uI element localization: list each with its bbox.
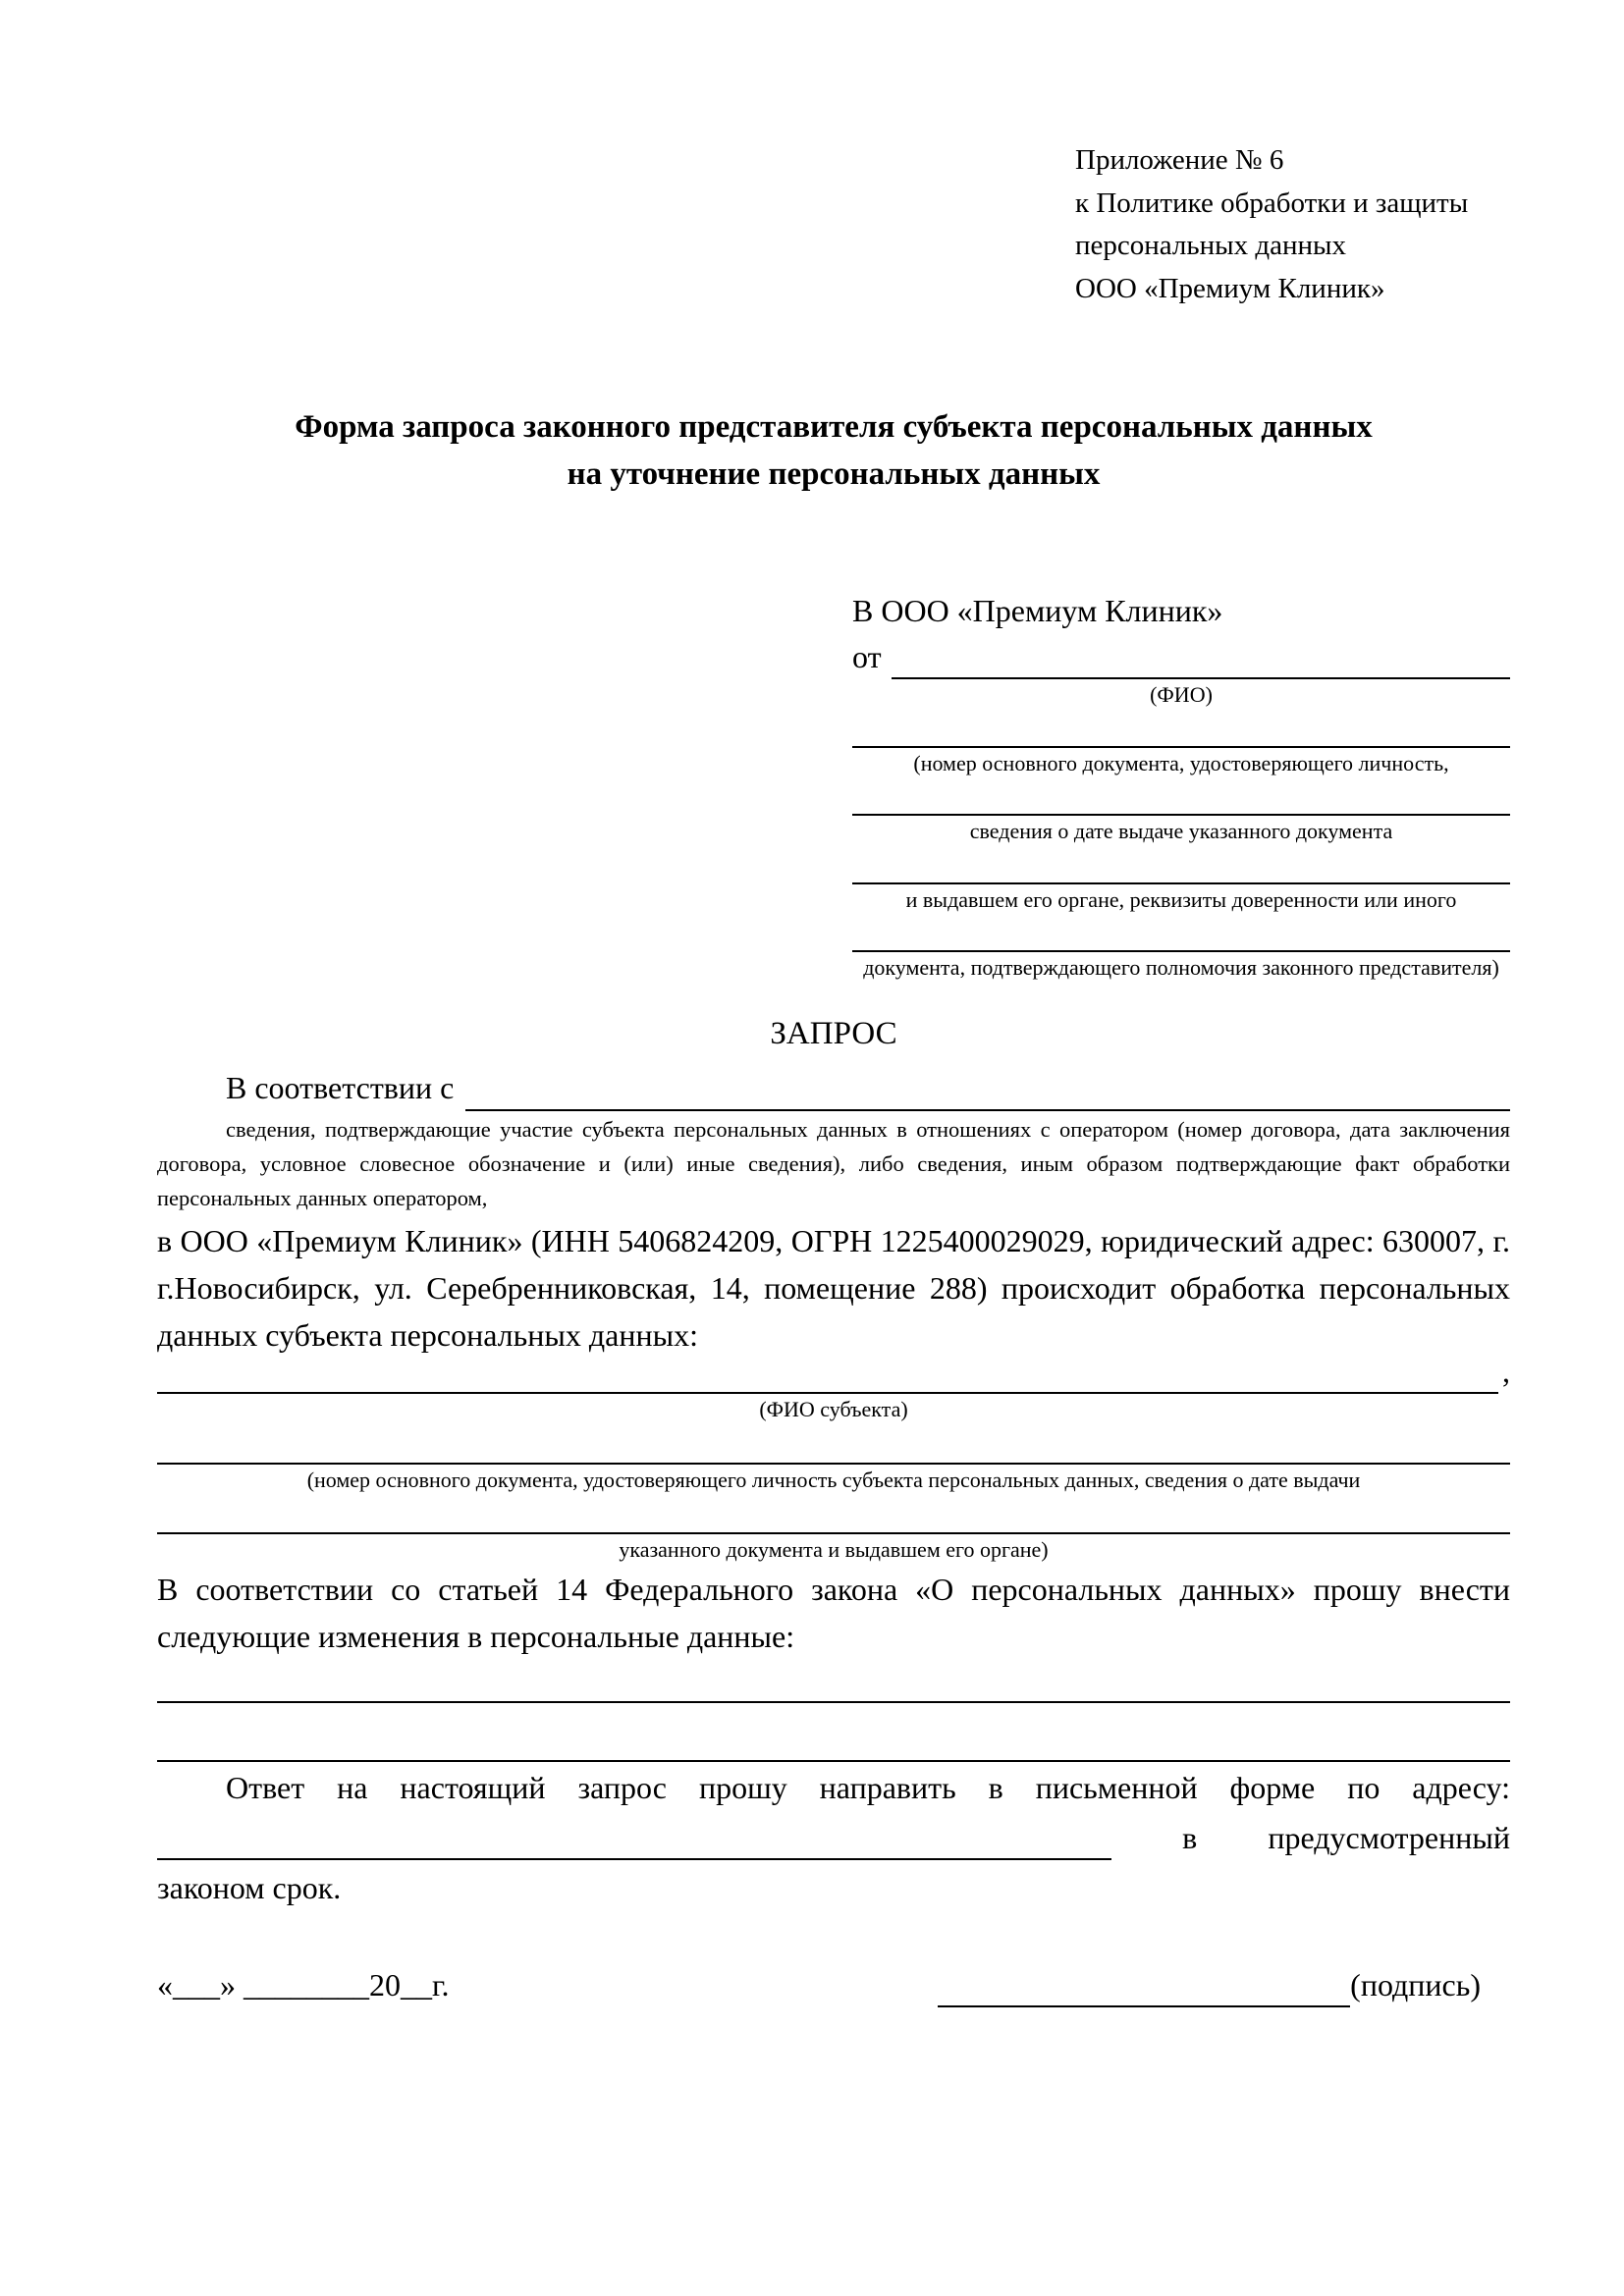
- issuing-authority-caption: и выдавшем его органе, реквизиты доверенности или иного: [905, 886, 1457, 912]
- in-accordance-label: В соответствии с: [226, 1070, 455, 1106]
- subject-fio-row: [157, 1354, 1510, 1394]
- subject-fio-blank-line: [157, 1392, 1498, 1394]
- reply-address-row: [157, 1811, 1510, 1860]
- document-title: [157, 404, 1510, 499]
- reply-tail: законом срок.: [157, 1869, 342, 1905]
- from-field-row: [852, 632, 1510, 679]
- authority-document-blank-line: [852, 913, 1510, 952]
- date-signature-row: [157, 1962, 1510, 2007]
- subject-document-issuer-blank-line: [157, 1493, 1510, 1534]
- appendix-block: [1075, 139, 1510, 310]
- reply-word-predusmotrenny: предусмотренный: [1268, 1819, 1510, 1855]
- representative-document-blank-line: [852, 709, 1510, 748]
- issuing-authority-blank-line: [852, 845, 1510, 884]
- from-blank-line: [892, 677, 1510, 679]
- addressee-organization: В ООО «Премиум Клиник»: [852, 592, 1223, 628]
- article-14-paragraph: В соответствии со статьей 14 Федерального закона «О персональных данных» прошу внести следующие изменения в персональные данные:: [157, 1571, 1510, 1654]
- relationship-evidence-footnote: сведения, подтверждающие участие субъекта персональных данных в отношениях с оператором (номер договора, дата заключения договора, условное словесное обозначение и (или) иные сведения), либо сведения, иным образом подтверждающие факт обработки персональных данных оператором,: [157, 1116, 1510, 1210]
- title-line-1: Форма запроса законного представителя субъекта персональных данных: [295, 409, 1373, 445]
- fio-caption: (ФИО): [1150, 682, 1213, 708]
- changes-blank-line-1: [157, 1660, 1510, 1703]
- appendix-line: ООО «Премиум Клиник»: [1075, 272, 1385, 304]
- signature-caption: (подпись): [1350, 1966, 1481, 2002]
- subject-document-caption: (номер основного документа, удостоверяющего личность субъекта персональных данных, сведения о дате выдачи: [306, 1467, 1361, 1492]
- subject-fio-caption: (ФИО субъекта): [759, 1397, 908, 1422]
- signature-blank-line: [938, 1966, 1350, 2007]
- appendix-line: персональных данных: [1075, 230, 1347, 261]
- from-label: от: [852, 639, 882, 675]
- signature-group: [938, 1962, 1481, 2007]
- operator-details-paragraph: в ООО «Премиум Клиник» (ИНН 5406824209, ОГРН 1225400029029, юридический адрес: 630007, г. г.Новосибирск, ул. Серебренниковская, 14, помещение 288) происходит обработка персональных данных субъекта персональных данных:: [157, 1223, 1510, 1354]
- in-accordance-row: [157, 1064, 1510, 1111]
- authority-document-caption: документа, подтверждающего полномочия законного представителя): [863, 955, 1499, 981]
- document-issue-date-blank-line: [852, 776, 1510, 816]
- trailing-comma: ,: [1502, 1354, 1510, 1390]
- date-fill-in: «___» ________20__г.: [157, 1966, 450, 2002]
- appendix-line: к Политике обработки и защиты: [1075, 187, 1469, 219]
- request-heading: ЗАПРОС: [770, 1015, 897, 1051]
- title-line-2: на уточнение персональных данных: [567, 455, 1101, 492]
- changes-blank-line-2: [157, 1719, 1510, 1762]
- in-accordance-blank-line: [465, 1109, 1510, 1111]
- representative-document-caption: (номер основного документа, удостоверяющего личность,: [913, 750, 1449, 775]
- addressee-block: [852, 589, 1510, 982]
- document-issue-date-caption: сведения о дате выдаче указанного документа: [969, 819, 1393, 844]
- reply-address-blank-line: [157, 1811, 1111, 1860]
- reply-word-v: в: [1182, 1819, 1198, 1855]
- reply-request-paragraph: Ответ на настоящий запрос прошу направить в письменной форме по адресу:: [226, 1769, 1510, 1805]
- subject-document-issuer-caption: указанного документа и выдавшем его органе): [619, 1537, 1049, 1563]
- subject-document-blank-line: [157, 1423, 1510, 1465]
- appendix-line: Приложение № 6: [1075, 144, 1284, 176]
